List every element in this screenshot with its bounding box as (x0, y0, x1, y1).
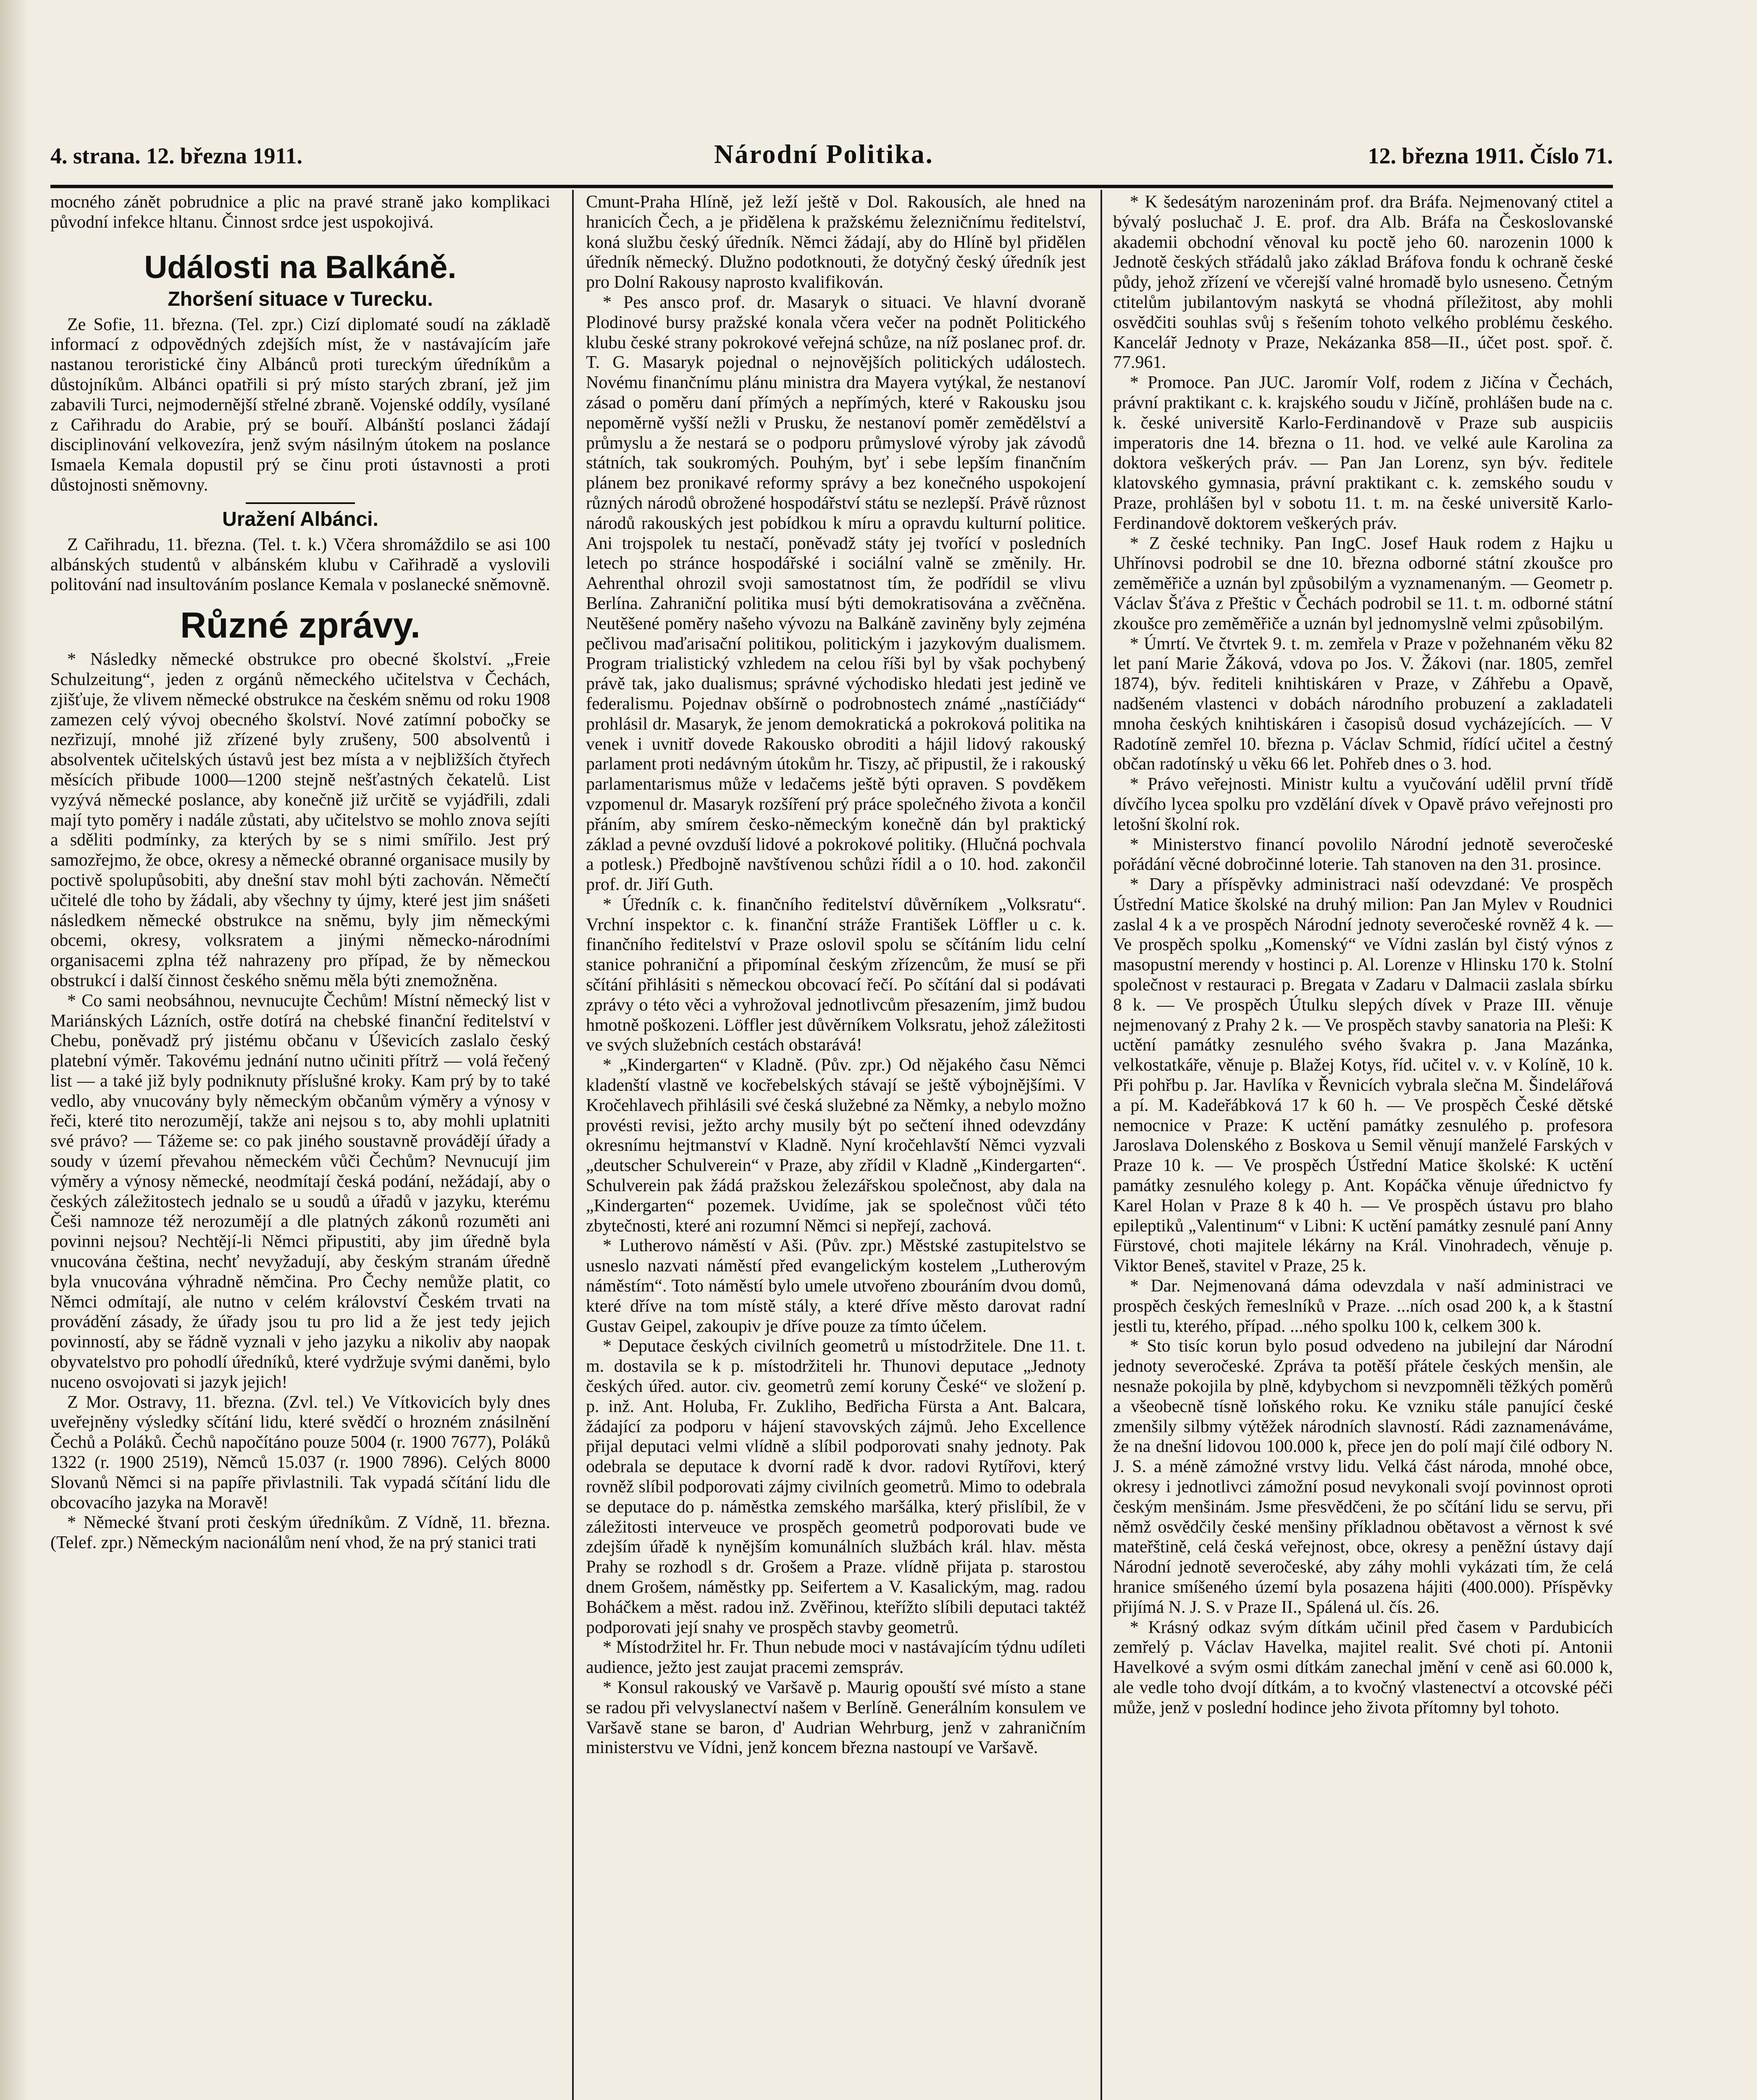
article-sofia: Ze Sofie, 11. března. (Tel. zpr.) Cizí diplomaté soudí na základě informací z odpovědných zdejších míst, že v nastávajícím jaře nastanou teroristické činy Albánců proti tureckým úředníkům a důstojníkům. Albánci opatřili si prý místo starých zbraní, jež jim zabavili Turci, nejmodernější střelné zbraně. Vojenské oddíly, vysílané z Cařihradu do Arabie, prý se bouří. Albánští poslanci žádají disciplinování velkovezíra, jenž svým násilným útokem na poslance Ismaela Kemala dopustil prý se činu proti ústavnosti a proti důstojnosti sněmovny. (50, 315, 550, 495)
article-bequest: * Krásný odkaz svým dítkám učinil před časem v Pardubicích zemřelý p. Václav Havelka, majitel realit. Své choti pí. Antonii Havelkové a svým osmi dítkám zanechal jmění v ceně asi 60.000 k, ale vedle toho dvojí dítkám, a to kvočný vlastenectví a otcovské péči může, jenž v poslední hodince jeho života přítomny byl tohoto. (1113, 1617, 1613, 1717)
masthead-title: Národní Politika. (714, 139, 934, 169)
article-finance-official: * Úředník c. k. finančního ředitelství důvěrníkem „Volksratu“. Vrchní inspektor c. k. finanční stráže František Löffler u c. k. finančního ředitelství v Praze oslovil spolu se sčítáním lidu celní stanice pohraniční a připomínal českým zřízencům, že musí se při sčítání přihlásiti s německou obcovací řečí. Po sčítání dal si podávati zprávy o této věci a vyhrožoval jednotlivcům přesazením, jimž budou hmotně poškozeni. Löffler jest důvěrníkem Volksratu, jehož záležitosti ve svých služebních cestách obstarává! (586, 895, 1086, 1055)
article-lottery: * Ministerstvo financí povolilo Národní jednotě severočeské pořádání věcné dobročinné loterie. Tah stanoven na den 31. prosince. (1113, 835, 1613, 874)
article-geometers: * Deputace českých civilních geometrů u místodržitele. Dne 11. t. m. dostavila se k p. místodržiteli hr. Thunovi deputace „Jednoty českých úřed. autor. civ. geometrů zemí koruny České“ ve složení p. p. inž. Ant. Holuba, Fr. Zukliho, Bedřicha Fürsta a Ant. Balcara, žádající za podporu v hájení stavovských zájmů. Jeho Excellence přijal deputaci velmi vlídně a slíbil podporovati snahy jednoty. Pak odebrala se deputace k dvorní radě k dvor. radovi Rytířovi, který rovněž slíbil podporovati zájmy civilních geometrů. Mimo to odebrala se deputace do p. náměstka zemského maršálka, který přislíbil, že v záležitosti interveuce ve prospěch geometrů podporovati bude ve zdejším úřadě k nynějším komunálních službách král. hlav. města Prahy se rozhodl s dr. Grošem a Praze. vlídně přijata p. starostou dnem Grošem, náměstky pp. Seifertem a V. Kasalickým, mag. radou Boháčkem a měst. radou inž. Zvěřinou, kteřížto slíbili deputaci taktéž podporovati její snahy ve prospěch stavby geometrů. (586, 1336, 1086, 1637)
article-marienbad: * Co sami neobsáhnou, nevnucujte Čechům! Místní německý list v Mariánských Lázních, ostře dotírá na chebské finanční ředitelství v Chebu, poněvadž prý jistému občanu v Úševicích zaslalo český platební výměr. Takovému jednání nutno učiniti přítrž — volá řečený list — a také již byly podniknuty příslušné kroky. Kam prý by to také vedlo, aby vnucovány byly německým občanům výměry a výnosy v řeči, které tito nerozumějí, takže ani nejsou s to, aby mohli uplatniti své právo? — Tážeme se: co pak jiného soustavně provádějí úřady a soudy v území převahou německém vůči Čechům? Nevnucují jim výměry a výnosy německé, neodmítají česká podání, nežádají, aby o českých záležitostech jednalo se u soudů a úřadů v jazyku, kterému Češi namnoze též nerozumějí a dle platných zákonů rozuměti ani povinni nejsou? Nechtějí-li Němci připustiti, aby jim úředně byla vnucována čeština, nechť nevyžadují, aby českým stranám úředně byla vnucována výhradně němčina. Pro Čechy nemůže platit, co Němci odmítají, ale nutno v celém království Českém trvati na provádění zásady, že úřady jsou tu pro lid a že jest tedy jejich povinností, aby se řádně vyznali v jeho jazyku a nikoliv aby naopak obyvatelstvo pro pohodlí úředníků, které vydržuje svými daněmi, bylo nuceno osvojovati si jazyk jejich! (50, 991, 550, 1392)
article-public-rights: * Právo veřejnosti. Ministr kultu a vyučování udělil první třídě dívčího lycea spolku pro vzdělání dívek v Opavě právo veřejnosti pro letošní školní rok. (1113, 774, 1613, 834)
article-constantinople: Z Cařihradu, 11. března. (Tel. t. k.) Včera shromáždilo se asi 100 albánských studentů v albánském klubu v Cařihradě a vyslovili politování nad insultováním poslance Kemala v poslanecké sněmovně. (50, 535, 550, 595)
article-donations: * Dary a příspěvky administraci naší odevzdané: Ve prospěch Ústřední Matice školské na druhý milion: Pan Jan Mylev v Roudnici zaslal 4 k a ve prospěch Národní jednoty severočeské rovněž 4 k. — Ve prospěch spolku „Komenský“ ve Vídni zaslán byl čistý výnos z masopustní merendy v hostinci p. Al. Lorenze v Hlinsku 170 k. Stolní společnost v restauraci p. Bregata v Zadaru v Dalmacii zaslala sbírku 8 k. — Ve prospěch Útulku slepých dívek v Praze III. věnuje nejmenovaný z Prahy 2 k. — Ve prospěch stavby sanatoria na Pleši: K uctění památky zesnulého svého švakra p. Jana Mazánka, velkostatkáře, věnuje p. Blažej Kotys, říd. učitel v. v. v Kolíně, 10 k. Při pohřbu p. Jar. Havlíka v Řevnicích vybrala slečna M. Šindelářová a pí. M. Kadeřábková 17 k 60 h. — Ve prospěch České dětské nemocnice v Praze: K uctění památky zesnulého p. profesora Jaroslava Dolenského z Boskova u Semil věnují manželé Farských v Praze 10 k. — Ve prospěch Ústřední Matice školské: K uctění památky zesnulého kolegy p. Ant. Kopáčka věnuje úřednictvo fy Karel Holan v Praze 8 k 40 h. — Ve prospěch ústavu pro blaho epileptiků „Valentinum“ v Libni: K uctění památky zesnulé paní Anny Fürstové, choti majitele lékárny na Král. Vinohradech, věnuje p. Viktor Beneš, stavitel v Praze, 25 k. (1113, 875, 1613, 1276)
article-hundred-thousand: * Sto tisíc korun bylo posud odvedeno na jubilejní dar Národní jednoty severočeské. Zpráva ta potěší přátele českých menšin, ale nesnaže pokojila by plně, kdybychom si nevzpomněli těžkých poměrů a všeobecně tísně loňského roku. Ke vzniku stále panující české zmenšily silbmy výtěžek národních slavností. Rádi zaznamenáváme, že na dnešní lidovou 100.000 k, přece jen do polí mají čilé odbory N. J. S. a méně zámožné vrstvy lidu. Velká část národa, mnohé obce, okresy i jednotlivci zámožní posud nevykonali svojí povinnost oproti českým menšinám. Jsme přesvědčeni, že po sčítání lidu se servu, při němž osvědčily české menšiny příkladnou obětavost a věrnost k své mateřštině, celá česká veřejnost, obce, okresy a peněžní ústavy dají Národní jednotě severočeské, aby záhy mohli vykázati tím, že celá hranice smíšeného území byla posazena hájiti (400.000). Příspěvky přijímá N. J. S. v Praze II., Spálená ul. čís. 26. (1113, 1336, 1613, 1617)
article-deaths: * Úmrtí. Ve čtvrtek 9. t. m. zemřela v Praze v požehnaném věku 82 let paní Marie Žáková, vdova po Jos. V. Žákovi (nar. 1805, zemřel 1874), býv. řediteli knihtiskáren v Praze, v Záhřebu a Opavě, nadšeném vlastenci v dobách národního probuzení a zakladateli mnoha českých knihtiskáren i časopisů dosud vycházejících. — V Radotíně zemřel 10. března p. Václav Schmid, řídící učitel a čestný občan radotínský u věku 66 let. Pohřeb dnes o 3. hod. (1113, 634, 1613, 774)
article-brafa: * K šedesátým narozeninám prof. dra Bráfa. Nejmenovaný ctitel a bývalý posluchač J. E. prof. dra Alb. Bráfa na Českoslovanské akademii obchodní věnoval ku poctě jeho 60. narozenin 1000 k Jednotě českých střádalů jako základ Bráfova fondu k ochraně české půdy, jehož zřízení ve včerejší valné hromadě bylo usneseno. Četným ctitelům jubilantovým naskytá se vhodná příležitost, aby mohli osvědčiti souhlas svůj s řešením tohoto velkého problému českého. Kancelář Jednoty v Praze, Nekázanka 858—II., účet post. spoř. č. 77.961. (1113, 192, 1613, 373)
article-continuation: mocného zánět pobrudnice a plic na pravé straně jako komplikaci původní infekce hltanu. Činnost srdce jest uspokojivá. (50, 192, 550, 232)
article-vienna: * Německé štvaní proti českým úředníkům. Z Vídně, 11. března. (Telef. zpr.) Německým nacionálům není vhod, že na prý stanici trati (50, 1513, 550, 1553)
article-continuation-hline: Cmunt-Praha Hlíně, jež leží ještě v Dol. Rakousích, ale hned na hranicích Čech, a je přidělena k pražskému železničnímu ředitelství, koná službu český úředník. Němci žádají, aby do Hlíně byl přidělen úředník německý. Dlužno podotknouti, že dotyčný český úředník jest pro Dolní Rakousy naprosto kvalifikován. (586, 192, 1086, 292)
page-header (50, 139, 1613, 185)
column-divider-1 (572, 190, 574, 2100)
article-vitkovice: Z Mor. Ostravy, 11. března. (Zvl. tel.) Ve Vítkovicích byly dnes uveřejněny výsledky sčítání lidu, které svědčí o hrozném znásilnění Čechů a Poláků. Čechů napočítáno pouze 5004 (r. 1900 7677), Poláků 1322 (r. 1900 2519), Němců 15.037 (r. 1900 7896). Celých 8000 Slovanů Němci si na papíře přivlastnili. Tak vypadá sčítání lidu dle obcovacího jazyka na Moravě! (50, 1392, 550, 1512)
subheading-albanians: Uražení Albánci. (222, 508, 378, 530)
column-1 (50, 192, 550, 2100)
article-school-obstruction: * Následky německé obstrukce pro obecné školství. „Freie Schulzeitung“, jeden z orgánů německého učitelstva v Čechách, zjišťuje, že vlivem německé obstrukce na českém sněmu od roku 1908 zamezen celý vývoj obecného školství. Nové zatímní pobočky se nezřizují, mnohé již zřízené byly zrušeny, 500 absolventů i absolventek učitelských ústavů jest bez místa a v nejbližších čtyřech měsících přibude 1000—1200 stejně nešťastných čekatelů. List vyzývá německé poslance, aby konečně již určitě se vyjádřili, zdali mají tyto poměry i nadále zůstati, aby učitelstvo se mohlo znova sejíti a sděliti podmínky, za kterých by se s nimi smířilo. Jest prý samozřejmo, že obce, okresy a německé obranné organisace musily by poctivě spolupůsobiti, aby dnešní stav mohl býti zachován. Němečtí učitelé dle toho by žádali, aby všechny ty újmy, které jest jim snášeti následkem německé obstrukce na sněmu, byly jim německými obcemi, okresy, volksratem a jinými německo-národními organisacemi zplna též nahrazeny pro případ, že by německou obstrukcí i další činnost českého sněmu měla býti znemožněna. (50, 650, 550, 990)
article-promotion: * Promoce. Pan JUC. Jaromír Volf, rodem z Jičína v Čechách, právní praktikant c. k. krajského soudu v Jičíně, prohlášen bude na c. k. české universitě Karlo-Ferdinandově v Praze sub auspiciis imperatoris dne 14. března o 11. hod. ve velké aule Karolina za doktora veškerých práv. — Pan Jan Lorenz, syn býv. ředitele klatovského gymnasia, právní praktikant c. k. zemského soudu v Praze, prohlášen byl v sobotu 11. t. m. na české universitě Karlo-Ferdinandově doktorem veškerých práv. (1113, 373, 1613, 533)
article-technics: * Z české techniky. Pan IngC. Josef Hauk rodem z Hajku u Uhřínovsi podrobil se dne 10. března odborné státní zkoušce pro zeměměřiče a uznán byl způsobilým a vyznamenaným. — Geometr p. Václav Šťáva z Přeštic v Čechách podrobil se 11. t. m. odborné státní zkoušce pro zeměměřiče a uznán byl jednomyslně velmi způsobilým. (1113, 533, 1613, 633)
header-date-issue: 12. března 1911. Číslo 71. (1368, 143, 1613, 168)
section-heading-various-news: Různé zprávy. (180, 605, 420, 646)
page-edge-shadow (0, 0, 29, 2100)
short-rule (246, 502, 355, 504)
column-2 (586, 192, 1086, 2100)
column-divider-2 (1100, 190, 1102, 2100)
article-consul: * Konsul rakouský ve Varšavě p. Maurig opouští své místo a stane se radou při velvyslanectví našem v Berlíně. Generálním konsulem ve Varšavě stane se baron, d' Audrian Wehrburg, jenž v zahraničním ministerstvu ve Vídni, jenž koncem března nastoupí ve Varšavě. (586, 1677, 1086, 1758)
article-kindergarten: * „Kindergarten“ v Kladně. (Pův. zpr.) Od nějakého času Němci kladenští vlastně ve kocřebelských stávají se ještě výbojnějšími. V Kročehlavech přihlásili své česká služebné za Němky, a nebylo možno provésti revisi, ježto archy musily být po sečtení ihned odevzdány okresnímu hejtmanství v Kladně. Nyní kročehlavští Němci vyzvali „deutscher Schulverein“ v Praze, aby zřídil v Kladně „Kindergarten“. Schulverein pak žádá pražskou železářskou společnost, aby dala na „Kindergarten“ pozemek. Uvidíme, jak se společnost vůči této zbytečnosti, které ani rozumní Němci si nepřejí, zachová. (586, 1055, 1086, 1236)
header-date-left: 4. strana. 12. března 1911. (50, 143, 302, 168)
article-gift: * Dar. Nejmenovaná dáma odevzdala v naší administraci ve prospěch českých řemeslníků v Praze. ...ních osad 200 k, a k štastní jestli tu, kterého, případ. ...ného spolku 100 k, celkem 300 k. (1113, 1276, 1613, 1336)
article-governor: * Místodržitel hr. Fr. Thun nebude moci v nastávajícím týdnu udíleti audience, ježto jest zaujat pracemi zemspráv. (586, 1638, 1086, 1677)
header-rule (50, 185, 1613, 188)
section-heading-balkan: Události na Balkáně. (144, 249, 457, 285)
article-masaryk: * Pes ansco prof. dr. Masaryk o situaci. Ve hlavní dvoraně Plodinové bursy pražské konala včera večer na podnět Politického klubu české strany pokrokové veřejná schůze, na níž poslanec prof. dr. T. G. Masaryk pojednal o nejnovějších politických událostech. Novému finančnímu plánu ministra dra Mayera vytýkal, že nestanoví zásad o poměru daní přímých a nepřímých, které v Rakousku jsou nepoměrně vyšší nežli v Prusku, že nestanoví poměr zemědělství a průmyslu a že nestará se o podporu průmyslové výroby jak závodů státních, tak soukromých. Pouhým, byť i sebe lepším finančním plánem bez pronikavé reformy správy a bez konečného uspokojení různých národů obrožené hospodářství státu se nezlepší. Právě různost národů rakouských jest pobídkou k míru a opravdu kulturní politice. Ani trojspolek tu nestačí, poněvadž státy jej tvořící v posledních letech po stránce hospodářské i sociální valně se změnily. Hr. Aehrenthal ohrozil svoji samostatnost tím, že podřídil se vlivu Berlína. Zahraniční politika musí býti demokratisována a zvěčněna. Neutěšené poměry našeho vývozu na Balkáně zaviněny byly zejména pečlivou maďarisační politikou, politickým i jazykovým dualismem. Program trialistický vzhledem na celou říši byl by však pochybený právě tak, jako dualismus; správné východisko hledati jest jedině ve federalismu. Pojednav obšírně o podrobnostech známé „nastíčiády“ prohlásil dr. Masaryk, že jenom demokratická a pokroková politika na venek i uvnitř dovede Rakousko obroditi a hájil lidový rakouský parlament proti nedávným útokům hr. Tiszy, ač připustil, že i rakouský parlamentarismus může v ledačems ještě býti opraven. S povděkem vzpomenul dr. Masaryk rozšíření prý práce společného života a končil přáním, aby smírem česko-německým konečně dán byl praktický základ a pevné ovzduší lidové a pokrokové politiky. (Hlučná pochvala a potlesk.) Předbojně navštívenou schůzi řídil a o 10. hod. zakončil prof. dr. Jiří Guth. (586, 292, 1086, 895)
subheading-turkey: Zhoršení situace v Turecku. (168, 288, 433, 310)
article-luther-square: * Lutherovo náměstí v Aši. (Pův. zpr.) Městské zastupitelstvo se usneslo nazvati náměstí před evangelickým kostelem „Lutherovým náměstím“. Toto náměstí bylo umele utvořeno zbouráním dvou domů, které dříve na tom místě stály, a které dříve město darovat radní Gustav Geipel, zakoupiv je dříve pouze za tímto účelem. (586, 1236, 1086, 1336)
column-3 (1113, 192, 1613, 2100)
